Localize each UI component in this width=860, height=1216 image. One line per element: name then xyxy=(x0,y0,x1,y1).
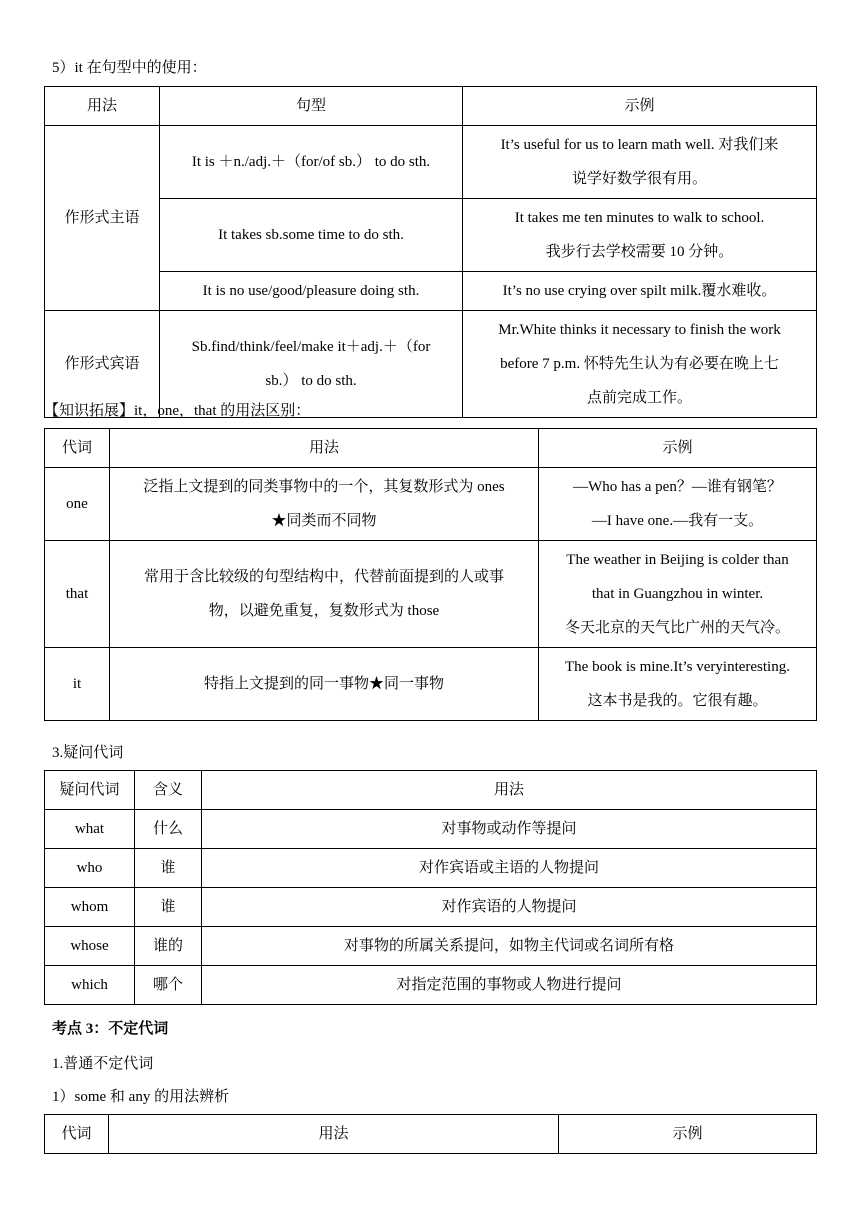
meaning-cell: 什么 xyxy=(135,810,202,849)
header-interrogative: 疑问代词 xyxy=(45,771,135,810)
word-cell: what xyxy=(45,810,135,849)
example-line: It’s useful for us to learn math well. 对我们来 xyxy=(500,137,779,153)
example-line: —Who has a pen？—谁有钢笔？ xyxy=(573,479,782,495)
example-line: that in Guangzhou in winter. xyxy=(591,586,764,602)
example-line: 说学好数学很有用。 xyxy=(571,171,707,187)
example-line: —I have one.—我有一支。 xyxy=(591,513,764,529)
usage-line: 泛指上文提到的同类事物中的一个，其复数形式为 ones xyxy=(143,479,505,495)
usage-line: 常用于含比较级的句型结构中，代替前面提到的人或事 xyxy=(143,569,504,585)
group-formal-subject: 作形式主语 xyxy=(45,126,160,311)
header-meaning: 含义 xyxy=(135,771,202,810)
header-example: 示例 xyxy=(559,1115,817,1154)
header-pattern: 句型 xyxy=(160,87,463,126)
pattern-cell: It is no use/good/pleasure doing sth. xyxy=(160,272,463,311)
some-any-table xyxy=(44,1114,817,1154)
word-cell: which xyxy=(45,966,135,1005)
example-cell xyxy=(539,468,817,541)
pronoun-cell: it xyxy=(45,648,110,721)
pattern-cell: It is ＋n./adj.＋（for/of sb.） to do sth. xyxy=(160,126,463,199)
example-cell xyxy=(539,541,817,648)
usage-cell: 特指上文提到的同一事物★同一事物 xyxy=(110,648,539,721)
meaning-cell: 谁 xyxy=(135,849,202,888)
usage-cell: 对事物或动作等提问 xyxy=(202,810,817,849)
example-cell xyxy=(463,126,817,199)
knowledge-extension-heading: 【知识拓展】it，one，that 的用法区别： xyxy=(44,403,311,419)
example-cell xyxy=(463,311,817,418)
example-line: 这本书是我的。它很有趣。 xyxy=(587,693,768,709)
header-pronoun: 代词 xyxy=(45,1115,109,1154)
header-example: 示例 xyxy=(463,87,817,126)
group-formal-object: 作形式宾语 xyxy=(45,311,160,418)
example-line: before 7 p.m. 怀特先生认为有必要在晚上七 xyxy=(500,356,779,372)
word-cell: who xyxy=(45,849,135,888)
usage-cell xyxy=(110,541,539,648)
it-usage-table xyxy=(44,86,817,418)
example-cell xyxy=(539,648,817,721)
word-cell: whose xyxy=(45,927,135,966)
subheading-general-indefinite: 1.普通不定代词 xyxy=(52,1056,154,1072)
example-line: The book is mine.It’s veryinteresting. xyxy=(565,659,790,675)
meaning-cell: 谁的 xyxy=(135,927,202,966)
interrogative-pronoun-table xyxy=(44,770,817,1005)
example-line: The weather in Beijing is colder than xyxy=(566,552,789,568)
word-cell: whom xyxy=(45,888,135,927)
example-line: 我步行去学校需要 10 分钟。 xyxy=(545,244,734,260)
pattern-line: sb.） to do sth. xyxy=(265,373,357,389)
header-usage: 用法 xyxy=(110,429,539,468)
section-heading-it-usage: 5）it 在句型中的使用： xyxy=(52,60,207,76)
header-usage: 用法 xyxy=(202,771,817,810)
example-line: 点前完成工作。 xyxy=(586,390,692,406)
pronoun-cell: that xyxy=(45,541,110,648)
example-cell xyxy=(463,199,817,272)
example-cell: It’s no use crying over spilt milk.覆水难收。 xyxy=(463,272,817,311)
usage-cell: 对作宾语的人物提问 xyxy=(202,888,817,927)
header-pronoun: 代词 xyxy=(45,429,110,468)
usage-cell: 对作宾语或主语的人物提问 xyxy=(202,849,817,888)
usage-cell xyxy=(110,468,539,541)
pattern-line: Sb.find/think/feel/make it＋adj.＋（for xyxy=(191,339,431,355)
subheading-some-any: 1）some 和 any 的用法辨析 xyxy=(52,1089,230,1105)
pronoun-cell: one xyxy=(45,468,110,541)
usage-cell: 对事物的所属关系提问，如物主代词或名词所有格 xyxy=(202,927,817,966)
example-line: It takes me ten minutes to walk to school. xyxy=(514,210,765,226)
header-usage: 用法 xyxy=(109,1115,559,1154)
meaning-cell: 谁 xyxy=(135,888,202,927)
section-heading-interrogative: 3.疑问代词 xyxy=(52,745,124,761)
header-example: 示例 xyxy=(539,429,817,468)
usage-line: 物，以避免重复，复数形式为 those xyxy=(208,603,440,619)
usage-cell: 对指定范围的事物或人物进行提问 xyxy=(202,966,817,1005)
header-usage: 用法 xyxy=(45,87,160,126)
example-line: 冬天北京的天气比广州的天气冷。 xyxy=(564,620,790,636)
pronoun-comparison-table xyxy=(44,428,817,721)
usage-line: ★同类而不同物 xyxy=(271,513,377,529)
example-line: Mr.White thinks it necessary to finish the work xyxy=(498,322,781,338)
exam-point-3-heading: 考点 3：不定代词 xyxy=(52,1021,169,1037)
pattern-cell: It takes sb.some time to do sth. xyxy=(160,199,463,272)
meaning-cell: 哪个 xyxy=(135,966,202,1005)
